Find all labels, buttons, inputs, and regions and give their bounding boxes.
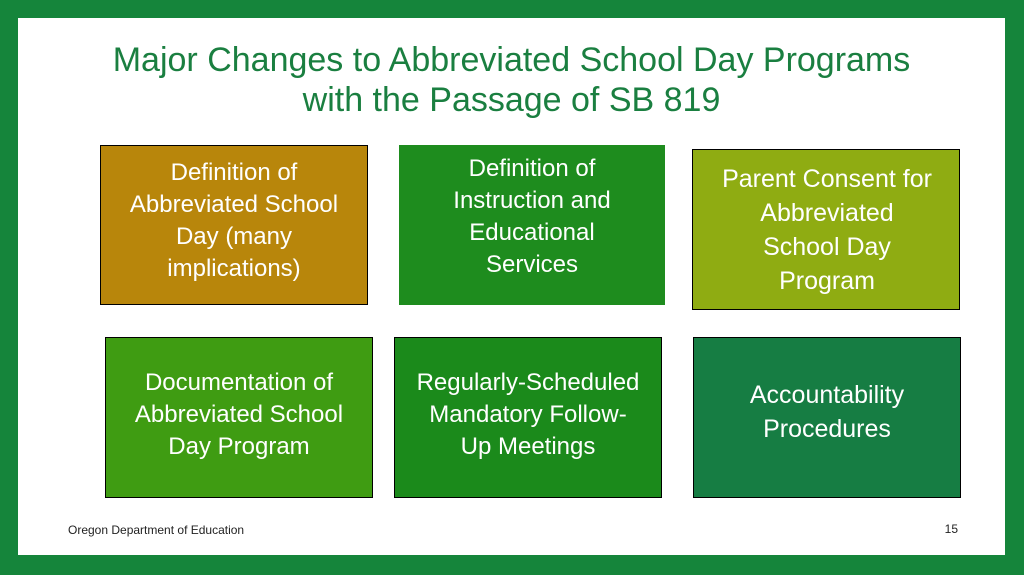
box-label: Parent Consent for Abbreviated School Day Program — [722, 164, 932, 295]
box-parent-consent — [692, 149, 960, 310]
box-label: Documentation of Abbreviated School Day Program — [134, 368, 344, 460]
box-label: Accountability Procedures — [749, 380, 905, 443]
slide-title — [18, 40, 1005, 120]
box-accountability — [693, 337, 961, 498]
title-line-1: Major Changes to Abbreviated School Day Programs — [112, 41, 911, 79]
page-number: 15 — [944, 522, 958, 536]
box-definition-abbreviated-school-day — [100, 145, 368, 305]
box-label: Definition of Instruction and Educational Services — [453, 155, 611, 278]
box-documentation — [105, 337, 373, 498]
footer-organization: Oregon Department of Education — [68, 523, 245, 537]
slide — [18, 18, 1005, 555]
box-definition-instruction — [399, 145, 665, 305]
box-label: Definition of Abbreviated School Day (many implications) — [129, 159, 339, 282]
title-line-2: with the Passage of SB 819 — [302, 81, 721, 119]
box-follow-up-meetings — [394, 337, 662, 498]
box-label: Regularly-Scheduled Mandatory Follow- Up Meetings — [416, 368, 640, 460]
